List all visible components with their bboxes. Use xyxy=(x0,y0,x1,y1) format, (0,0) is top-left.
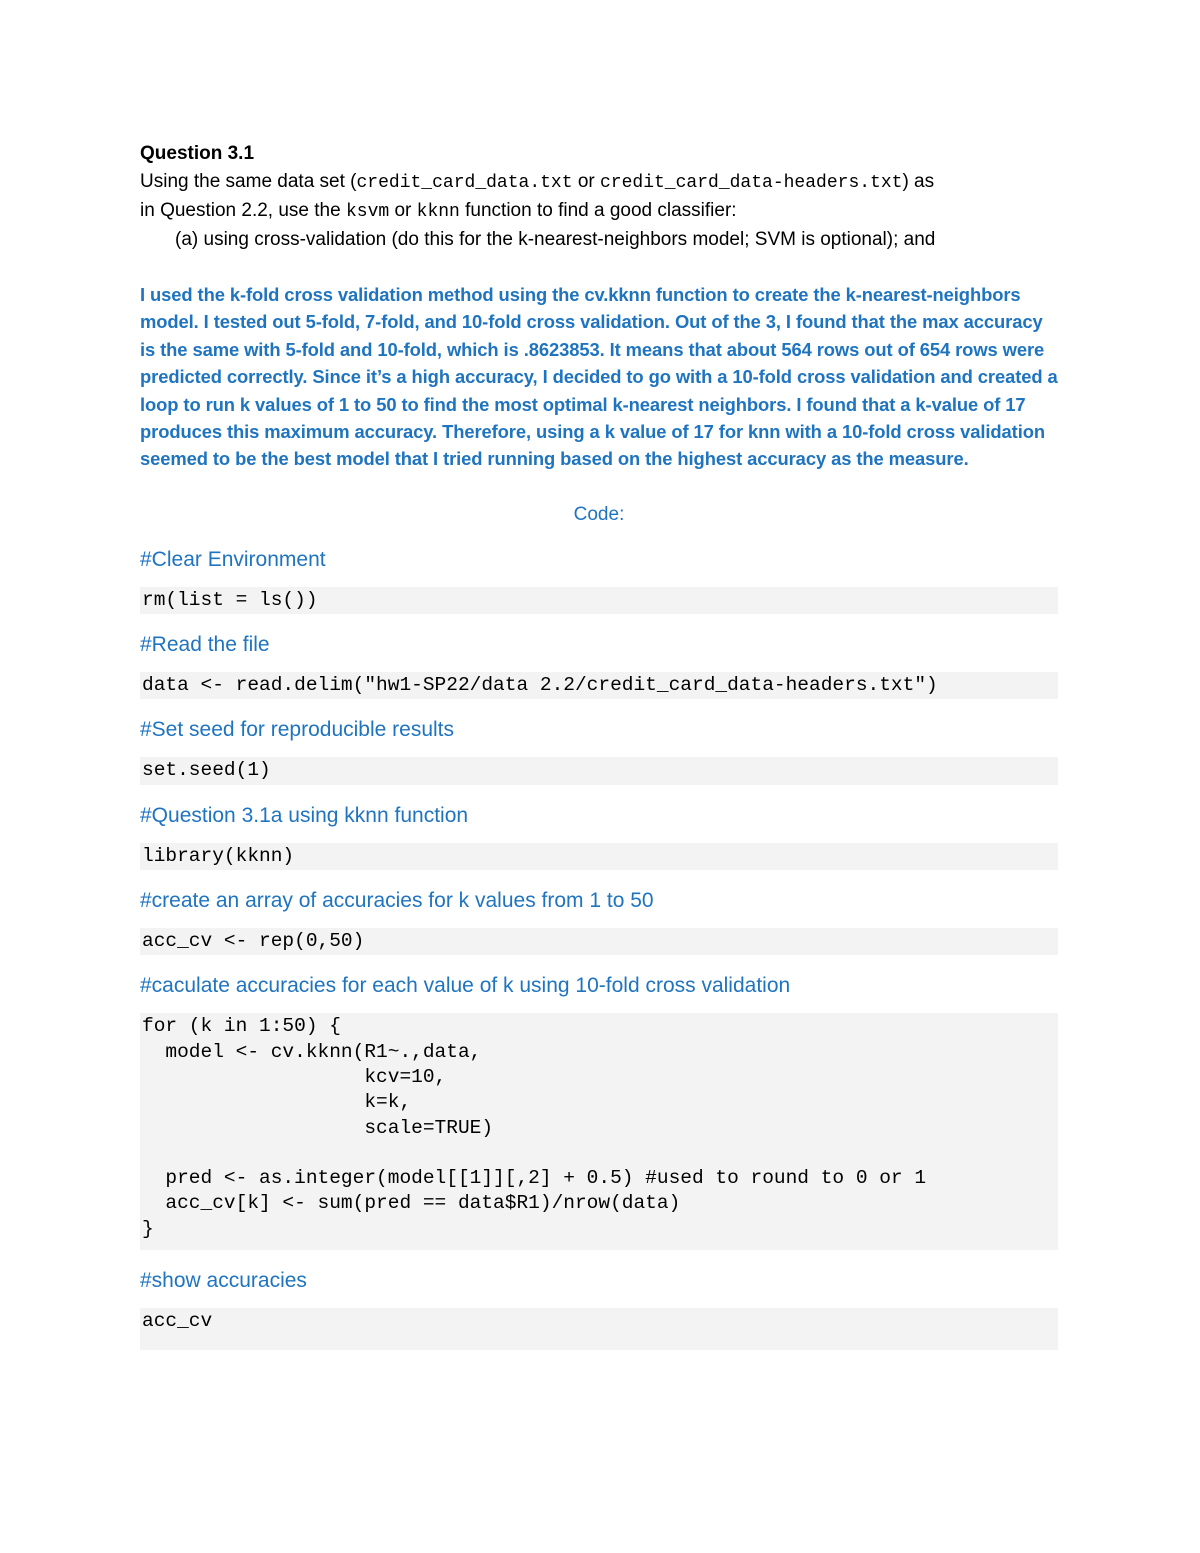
answer-paragraph: I used the k-fold cross validation method using the cv.kknn function to create the k-nearest-neighbors model. I tested out 5-fold, 7-fold, and 10-fold cross validation. Out of the 3, I found that the max accuracy is the same with 5-fold and 10-fold, which is .8623853. It means that about 564 rows out of 654 rows were predicted correctly. Since it’s a high accuracy, I decided to go with a 10-fold cross validation and created a loop to run k values of 1 to 50 to find the most optimal k-nearest neighbors. I found that a k-value of 17 produces this maximum accuracy. Therefore, using a k value of 17 for knn with a 10-fold cross validation seemed to be the best model that I tried running based on the highest accuracy as the measure. xyxy=(140,284,1058,470)
file-name-2: credit_card_data-headers.txt xyxy=(600,173,903,193)
document-page xyxy=(140,140,1058,1350)
question-title: Question 3.1 xyxy=(140,143,255,164)
comment-show-accuracies: #show accuracies xyxy=(140,1269,307,1292)
code-heading: Code: xyxy=(573,503,625,525)
file-name-1: credit_card_data.txt xyxy=(356,173,573,193)
code-block-show: acc_cv xyxy=(140,1308,1058,1350)
code-block-loop: for (k in 1:50) { model <- cv.kknn(R1~.,data, kcv=10, k=k, scale=TRUE) pred <- as.integer(model[[1]][,2] + 0.5) #used to round to 0 or 1 acc_cv[k] <- sum(pred == data$R1)/nrow(data) } xyxy=(140,1013,1058,1250)
code-block-clear-environment: rm(list = ls()) xyxy=(140,587,1058,614)
code-block-set-seed: set.seed(1) xyxy=(140,757,1058,784)
comment-array-accuracies: #create an array of accuracies for k values from 1 to 50 xyxy=(140,889,654,913)
comment-question-3-1a: #Question 3.1a using kknn function xyxy=(140,803,469,827)
function-name-kknn: kknn xyxy=(416,202,460,222)
question-text-line-2 xyxy=(140,197,1058,226)
text-fragment: function to find a good classifier: xyxy=(459,200,737,221)
text-fragment: Using the same data set ( xyxy=(140,171,357,192)
text-fragment: or xyxy=(389,200,417,221)
code-block-library: library(kknn) xyxy=(140,843,1058,870)
text-fragment: or xyxy=(572,171,600,192)
question-part-a: (a) using cross-validation (do this for the k-nearest-neighbors model; SVM is optional); and xyxy=(175,229,936,250)
comment-read-file: #Read the file xyxy=(140,633,270,657)
text-fragment: in Question 2.2, use the xyxy=(140,200,346,221)
code-block-read-file: data <- read.delim("hw1-SP22/data 2.2/credit_card_data-headers.txt") xyxy=(140,672,1058,699)
question-text-line-1 xyxy=(140,168,1058,197)
comment-calculate-accuracies: #caculate accuracies for each value of k using 10-fold cross validation xyxy=(140,974,791,998)
function-name-ksvm: ksvm xyxy=(345,202,390,222)
text-fragment: ) as xyxy=(902,171,935,192)
comment-clear-environment: #Clear Environment xyxy=(140,547,326,571)
comment-set-seed: #Set seed for reproducible results xyxy=(140,718,455,742)
code-block-array: acc_cv <- rep(0,50) xyxy=(140,928,1058,955)
